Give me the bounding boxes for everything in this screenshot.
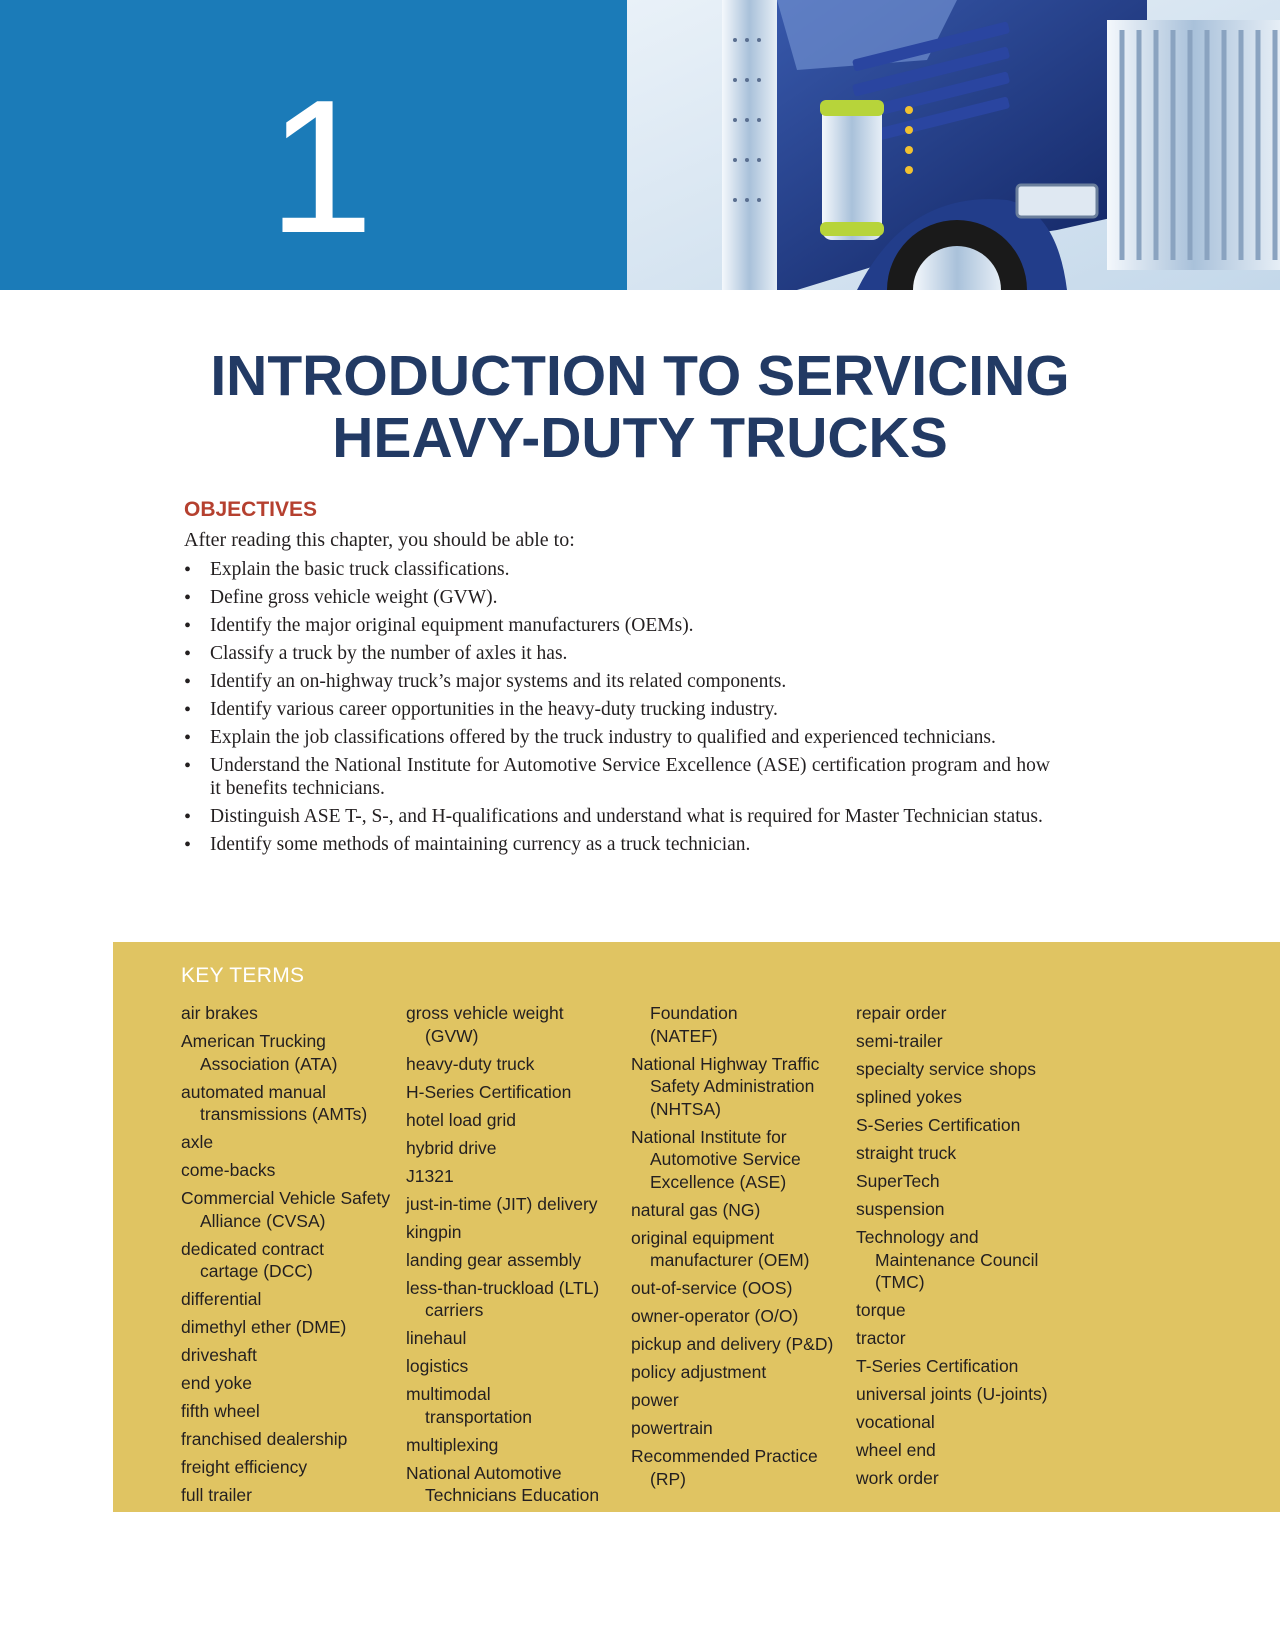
key-term: universal joints (U-joints) <box>856 1384 1048 1404</box>
key-term: T-Series Certification <box>856 1356 1019 1376</box>
objective-item: • Explain the job classifications offered by the truck industry to qualified and experienced technicians. <box>184 727 1050 750</box>
key-term: specialty service shops <box>856 1059 1036 1079</box>
key-term: kingpin <box>406 1221 462 1242</box>
key-term: semi-trailer <box>856 1031 943 1051</box>
key-term: just-in-time (JIT) delivery <box>406 1193 598 1214</box>
truck-photo <box>627 0 1280 290</box>
objective-item: • Define gross vehicle weight (GVW). <box>184 587 1050 610</box>
key-term: National Institute for Automotive Service Excellence (ASE) <box>631 1126 801 1192</box>
objective-item: • Explain the basic truck classifications. <box>184 559 1050 582</box>
key-term: air brakes <box>181 1003 258 1023</box>
objectives-section <box>184 497 1050 862</box>
objectives-list <box>184 559 1050 856</box>
key-term: automated manual transmissions (AMTs) <box>181 1081 368 1124</box>
key-term: linehaul <box>406 1328 467 1348</box>
key-term: full trailer <box>181 1485 252 1505</box>
key-term: National Automotive Technicians Education <box>406 1462 600 1505</box>
chapter-title-line2: HEAVY-DUTY TRUCKS <box>332 406 948 470</box>
objective-item: • Identify the major original equipment manufacturers (OEMs). <box>184 615 1050 638</box>
key-term: tractor <box>856 1328 906 1348</box>
key-term: come-backs <box>181 1160 276 1180</box>
key-term: National Highway Traffic Safety Administration (NHTSA) <box>631 1053 820 1119</box>
key-term: hybrid drive <box>406 1137 497 1158</box>
key-term: Recommended Practice (RP) <box>631 1446 818 1489</box>
key-term: natural gas (NG) <box>631 1199 761 1220</box>
key-term: wheel end <box>856 1440 936 1460</box>
chapter-number-block <box>0 0 627 290</box>
key-term: franchised dealership <box>181 1429 348 1449</box>
key-term: policy adjustment <box>631 1362 767 1382</box>
key-terms-column-2 <box>406 1002 616 1512</box>
key-term: J1321 <box>406 1165 454 1186</box>
key-term-continued: Foundation (NATEF) <box>650 1003 738 1046</box>
objectives-heading: OBJECTIVES <box>184 498 318 521</box>
key-terms-section <box>113 942 1280 1512</box>
key-term: multiplexing <box>406 1434 499 1455</box>
key-term: hotel load grid <box>406 1109 516 1130</box>
key-term: SuperTech <box>856 1171 940 1191</box>
key-term: splined yokes <box>856 1087 963 1107</box>
key-term: less-than-truckload (LTL) carriers <box>406 1277 600 1320</box>
key-term: pickup and delivery (P&D) <box>631 1334 834 1354</box>
key-term: repair order <box>856 1003 947 1023</box>
key-term: heavy-duty truck <box>406 1053 535 1074</box>
key-term: Commercial Vehicle Safety Alliance (CVSA) <box>181 1188 391 1231</box>
chapter-title <box>0 345 1280 469</box>
key-term: powertrain <box>631 1418 713 1438</box>
objective-item: • Distinguish ASE T-, S-, and H-qualifications and understand what is required for Master Technician status. <box>184 806 1050 829</box>
key-term: axle <box>181 1132 214 1152</box>
objective-item: • Classify a truck by the number of axles it has. <box>184 643 1050 666</box>
key-term: owner-operator (O/O) <box>631 1306 799 1326</box>
key-term: S-Series Certification <box>856 1115 1021 1135</box>
key-term: freight efficiency <box>181 1457 308 1477</box>
key-term: dedicated contract cartage (DCC) <box>181 1238 325 1281</box>
key-term: American Trucking Association (ATA) <box>181 1031 338 1074</box>
key-term: end yoke <box>181 1373 253 1393</box>
key-term: suspension <box>856 1199 945 1219</box>
key-term: work order <box>856 1468 939 1488</box>
key-term: driveshaft <box>181 1345 257 1365</box>
objective-item: • Understand the National Institute for Automotive Service Excellence (ASE) certification program and how it benefits technicians. <box>184 755 1050 800</box>
key-term: power <box>631 1390 679 1410</box>
objective-item: • Identify various career opportunities in the heavy-duty trucking industry. <box>184 699 1050 722</box>
objectives-intro: After reading this chapter, you should be able to: <box>184 529 575 551</box>
key-term: original equipment manufacturer (OEM) <box>631 1227 810 1270</box>
key-term: gross vehicle weight (GVW) <box>406 1003 564 1046</box>
key-term: torque <box>856 1300 906 1320</box>
key-term: dimethyl ether (DME) <box>181 1317 347 1337</box>
key-term: multimodal transportation <box>406 1384 533 1427</box>
objective-item: • Identify some methods of maintaining currency as a truck technician. <box>184 834 1050 857</box>
key-term: differential <box>181 1289 262 1309</box>
key-terms-heading: KEY TERMS <box>181 964 305 987</box>
objective-item: • Identify an on-highway truck’s major systems and its related components. <box>184 671 1050 694</box>
key-term: fifth wheel <box>181 1401 260 1421</box>
key-term: H-Series Certification <box>406 1081 572 1102</box>
key-term: straight truck <box>856 1143 957 1163</box>
key-term: Technology and Maintenance Council (TMC) <box>856 1227 1039 1292</box>
chapter-number: 1 <box>268 61 374 273</box>
chapter-title-line1: INTRODUCTION TO SERVICING <box>210 344 1070 408</box>
key-terms-column-4 <box>856 1002 1071 1495</box>
key-terms-column-3 <box>631 1002 841 1496</box>
key-term: logistics <box>406 1356 469 1376</box>
key-terms-column-1 <box>181 1002 391 1512</box>
key-term: out-of-service (OOS) <box>631 1278 793 1298</box>
key-term: vocational <box>856 1412 935 1432</box>
key-term: landing gear assembly <box>406 1249 582 1270</box>
